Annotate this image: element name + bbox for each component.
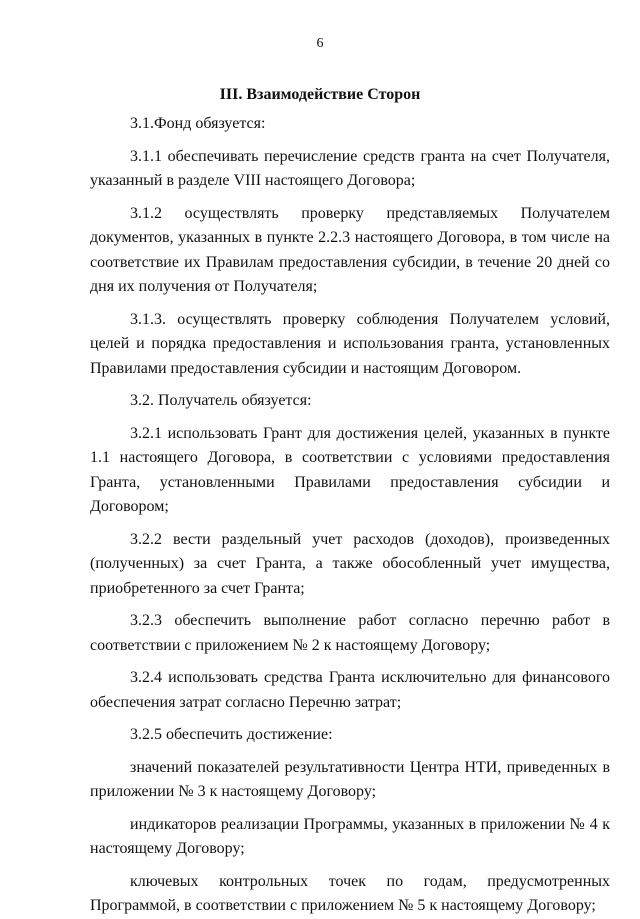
- section-body: [90, 112, 610, 919]
- paragraph-3-2-2: 3.2.2 вести раздельный учет расходов (доходов), произведенных (полученных) за счет Гранта, а также обособленный учет имущества, приобретенного за счет Гранта;: [90, 530, 610, 597]
- paragraph-3-1-3: 3.1.3. осуществлять проверку соблюдения Получателем условий, целей и порядка предоставления и использования гранта, установленных Правилами предоставления субсидии и настоящим Договором.: [90, 310, 610, 377]
- paragraph-3-2-5: 3.2.5 обеспечить достижение:: [130, 726, 333, 743]
- paragraph-program-indicators: индикаторов реализации Программы, указанных в приложении № 4 к настоящему Договору;: [90, 815, 610, 857]
- paragraph-3-1: 3.1.Фонд обязуется:: [130, 115, 266, 132]
- paragraph-3-1-1: 3.1.1 обеспечивать перечисление средств гранта на счет Получателя, указанный в разделе VIII настоящего Договора;: [90, 147, 610, 189]
- section-heading: III. Взаимодействие Сторон: [219, 86, 421, 103]
- paragraph-3-2-1: 3.2.1 использовать Грант для достижения целей, указанных в пункте 1.1 настоящего Договора, в соответствии с условиями предоставления Гранта, установленными Правилами предоставления субсидии и Договором;: [90, 424, 610, 515]
- paragraph-3-2: 3.2. Получатель обязуется:: [130, 392, 312, 409]
- page-number: 6: [316, 36, 324, 51]
- paragraph-3-2-3: 3.2.3 обеспечить выполнение работ согласно перечню работ в соответствии с приложением № 2 к настоящему Договору;: [90, 612, 610, 654]
- paragraph-indicator-values: значений показателей результативности Центра НТИ, приведенных в приложении № 3 к настоящему Договору;: [90, 758, 610, 800]
- paragraph-3-1-2: 3.1.2 осуществлять проверку представляемых Получателем документов, указанных в пункте 2.2.3 настоящего Договора, в том числе на соответствие их Правилам предоставления субсидии, в течение 20 дней со дня их получения от Получателя;: [90, 204, 610, 295]
- paragraph-control-points: ключевых контрольных точек по годам, предусмотренных Программой, в соответствии с приложением № 5 к настоящему Договору;: [90, 872, 610, 914]
- paragraph-3-2-4: 3.2.4 использовать средства Гранта исключительно для финансового обеспечения затрат согласно Перечню затрат;: [90, 669, 610, 711]
